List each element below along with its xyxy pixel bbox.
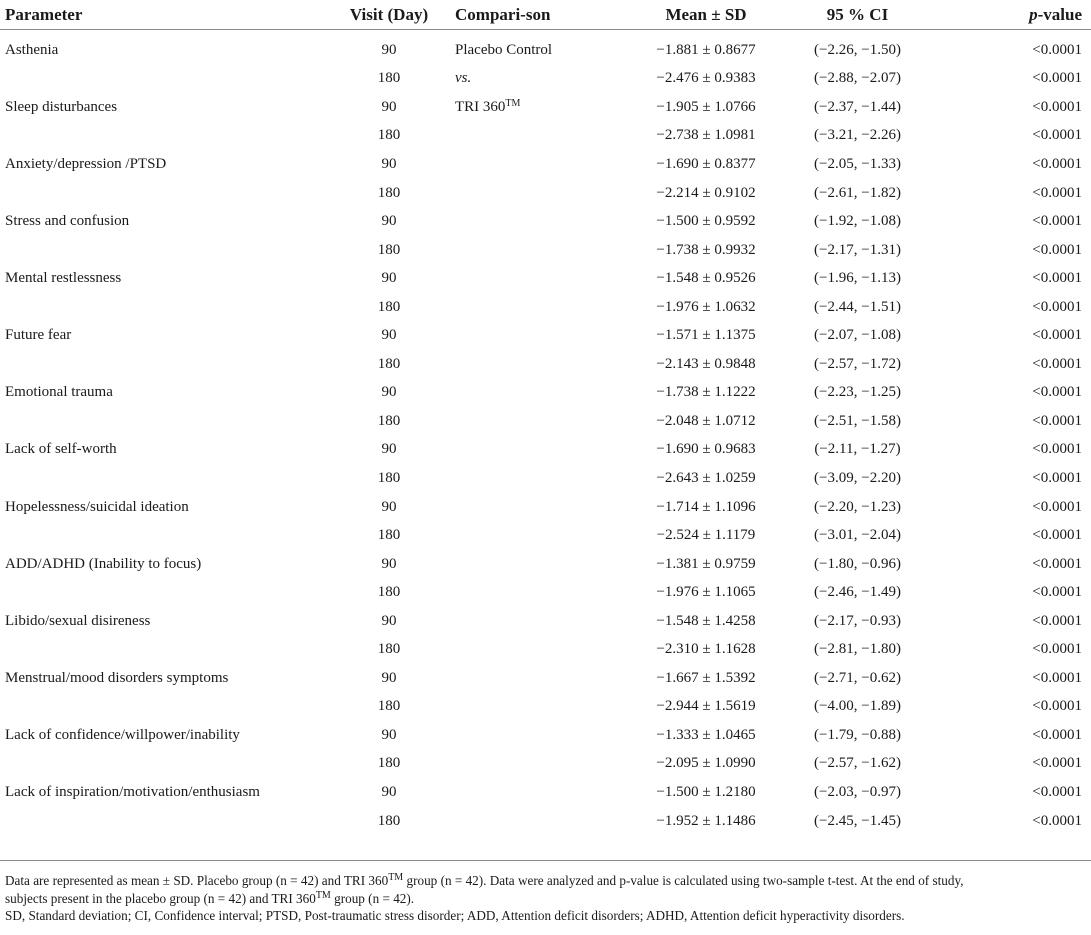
cell-ci: (−1.80, −0.96) [814, 555, 901, 572]
cell-comparison [455, 321, 633, 350]
cell-parameter [0, 578, 323, 607]
table-row [0, 693, 1091, 722]
cell-visit: 180 [377, 70, 401, 87]
cell-comparison [455, 635, 633, 664]
cell-parameter: Lack of inspiration/motivation/enthusiasm [5, 783, 260, 800]
table-row [0, 521, 1091, 550]
cell-ci: (−2.17, −0.93) [814, 612, 901, 629]
cell-mean-sd: −2.048 ± 1.0712 [656, 412, 756, 429]
table-row [0, 30, 1091, 65]
cell-visit: 180 [377, 412, 401, 429]
cell-mean-sd: −1.952 ± 1.1486 [656, 812, 756, 829]
cell-p-value: <0.0001 [1032, 241, 1082, 258]
cell-comparison [455, 379, 633, 408]
cell-p-value: <0.0001 [1032, 755, 1082, 772]
cell-comparison [455, 236, 633, 265]
cell-parameter: Lack of confidence/willpower/inability [5, 726, 240, 743]
cell-comparison [455, 807, 633, 836]
table-row [0, 350, 1091, 379]
cell-mean-sd: −2.476 ± 0.9383 [656, 70, 756, 87]
cell-mean-sd: −1.333 ± 1.0465 [656, 726, 756, 743]
table-row [0, 750, 1091, 779]
cell-visit: 180 [377, 298, 401, 315]
cell-p-value: <0.0001 [1032, 641, 1082, 658]
cell-comparison [455, 436, 633, 465]
cell-visit: 180 [377, 184, 401, 201]
cell-parameter [0, 122, 323, 151]
cell-parameter: Future fear [5, 327, 72, 344]
cell-parameter [0, 350, 323, 379]
cell-comparison [455, 578, 633, 607]
table-footnotes [5, 872, 1087, 925]
cell-comparison [455, 664, 633, 693]
cell-mean-sd: −1.690 ± 0.8377 [656, 155, 756, 172]
table-row [0, 721, 1091, 750]
cell-p-value: <0.0001 [1032, 555, 1082, 572]
cell-ci: (−3.01, −2.04) [814, 527, 901, 544]
table-row [0, 407, 1091, 436]
cell-ci: (−2.17, −1.31) [814, 241, 901, 258]
table-row [0, 122, 1091, 151]
cell-visit: 90 [381, 612, 397, 629]
cell-ci: (−1.96, −1.13) [814, 270, 901, 287]
cell-comparison [455, 179, 633, 208]
header-mean-sd: Mean ± SD [633, 0, 779, 30]
header-parameter: Parameter [0, 0, 323, 30]
table-row [0, 607, 1091, 636]
cell-parameter [0, 693, 323, 722]
cell-p-value: <0.0001 [1032, 412, 1082, 429]
cell-ci: (−2.44, −1.51) [814, 298, 901, 315]
footnote-abbreviations: SD, Standard deviation; CI, Confidence interval; PTSD, Post-traumatic stress disorder; ADD, Attention deficit disorders; ADHD, Attention deficit hyperactivity disorders. [5, 908, 905, 923]
cell-comparison [455, 550, 633, 579]
cell-p-value: <0.0001 [1032, 213, 1082, 230]
cell-p-value: <0.0001 [1032, 783, 1082, 800]
cell-visit: 180 [377, 355, 401, 372]
table-row [0, 807, 1091, 836]
cell-parameter: Anxiety/depression /PTSD [5, 155, 167, 172]
cell-comparison [455, 122, 633, 151]
cell-p-value: <0.0001 [1032, 127, 1082, 144]
cell-mean-sd: −1.714 ± 1.1096 [656, 498, 756, 515]
cell-comparison [455, 93, 633, 122]
cell-mean-sd: −1.881 ± 0.8677 [656, 41, 756, 58]
cell-ci: (−2.57, −1.72) [814, 355, 901, 372]
cell-visit: 180 [377, 755, 401, 772]
cell-comparison [455, 750, 633, 779]
table-row [0, 778, 1091, 807]
cell-p-value: <0.0001 [1032, 298, 1082, 315]
cell-visit: 180 [377, 698, 401, 715]
cell-comparison [455, 293, 633, 322]
cell-ci: (−2.07, −1.08) [814, 327, 901, 344]
cell-visit: 90 [381, 783, 397, 800]
cell-ci: (−2.71, −0.62) [814, 669, 901, 686]
cell-mean-sd: −1.381 ± 0.9759 [656, 555, 756, 572]
table-row [0, 493, 1091, 522]
cell-visit: 90 [381, 555, 397, 572]
table-row [0, 635, 1091, 664]
header-p-value [936, 0, 1091, 30]
table-row [0, 179, 1091, 208]
cell-parameter [0, 464, 323, 493]
cell-mean-sd: −1.571 ± 1.1375 [656, 327, 756, 344]
cell-visit: 180 [377, 527, 401, 544]
cell-p-value: <0.0001 [1032, 469, 1082, 486]
cell-parameter: Mental restlessness [5, 270, 122, 287]
cell-p-value: <0.0001 [1032, 441, 1082, 458]
cell-parameter [0, 521, 323, 550]
cell-ci: (−2.26, −1.50) [814, 41, 901, 58]
cell-comparison [455, 778, 633, 807]
cell-visit: 180 [377, 641, 401, 658]
cell-ci: (−2.46, −1.49) [814, 584, 901, 601]
cell-parameter [0, 635, 323, 664]
cell-visit: 90 [381, 498, 397, 515]
table-row [0, 379, 1091, 408]
cell-visit: 90 [381, 270, 397, 287]
cell-ci: (−4.00, −1.89) [814, 698, 901, 715]
cell-p-value: <0.0001 [1032, 612, 1082, 629]
cell-mean-sd: −1.738 ± 1.1222 [656, 384, 756, 401]
cell-p-value: <0.0001 [1032, 669, 1082, 686]
cell-p-value: <0.0001 [1032, 498, 1082, 515]
cell-parameter: Sleep disturbances [5, 98, 118, 115]
cell-visit: 90 [381, 327, 397, 344]
cell-parameter [0, 293, 323, 322]
cell-ci: (−2.05, −1.33) [814, 155, 901, 172]
cell-parameter: Lack of self-worth [5, 441, 117, 458]
cell-mean-sd: −2.944 ± 1.5619 [656, 698, 756, 715]
cell-parameter: Stress and confusion [5, 213, 130, 230]
cell-comparison [455, 350, 633, 379]
cell-p-value: <0.0001 [1032, 726, 1082, 743]
table-row [0, 664, 1091, 693]
cell-mean-sd: −1.548 ± 0.9526 [656, 270, 756, 287]
cell-comparison: Placebo Control [455, 41, 553, 58]
cell-ci: (−2.88, −2.07) [814, 70, 901, 87]
cell-mean-sd: −2.524 ± 1.1179 [656, 527, 756, 544]
cell-visit: 90 [381, 41, 397, 58]
table-row [0, 293, 1091, 322]
cell-comparison [455, 607, 633, 636]
header-ci: 95 % CI [779, 0, 936, 30]
table-row [0, 264, 1091, 293]
cell-mean-sd: −1.738 ± 0.9932 [656, 241, 756, 258]
table-row [0, 150, 1091, 179]
cell-comparison: vs. [455, 70, 472, 87]
cell-parameter [0, 65, 323, 94]
comparison-product-name: TRI 360 [455, 98, 506, 115]
table-body [0, 30, 1091, 836]
table-bottom-rule [0, 860, 1091, 861]
cell-p-value: <0.0001 [1032, 184, 1082, 201]
cell-ci: (−2.61, −1.82) [814, 184, 901, 201]
table-row [0, 436, 1091, 465]
footnote-data-description: Data are represented as mean ± SD. Placebo group (n = 42) and TRI 360™ group (n = 42). Data were analyzed and p-value is calculated using two-sample t-test. At the end of study, subjects present in the placebo group (n = 42) and TRI 360™ group (n = 42). [5, 872, 964, 906]
table-row [0, 236, 1091, 265]
header-p-rest: -value [1037, 4, 1082, 24]
cell-ci: (−2.11, −1.27) [814, 441, 901, 458]
cell-mean-sd: −2.143 ± 0.9848 [656, 355, 756, 372]
cell-mean-sd: −2.738 ± 1.0981 [656, 127, 756, 144]
cell-visit: 90 [381, 98, 397, 115]
cell-mean-sd: −2.643 ± 1.0259 [656, 469, 756, 486]
cell-p-value: <0.0001 [1032, 327, 1082, 344]
header-row [0, 0, 1091, 30]
trademark-superscript: TM [505, 97, 521, 109]
cell-parameter [0, 407, 323, 436]
cell-mean-sd: −2.310 ± 1.1628 [656, 641, 756, 658]
cell-mean-sd: −1.976 ± 1.0632 [656, 298, 756, 315]
cell-parameter: Emotional trauma [5, 384, 113, 401]
cell-mean-sd: −1.500 ± 1.2180 [656, 783, 756, 800]
cell-comparison [455, 407, 633, 436]
cell-parameter: Libido/sexual disireness [5, 612, 151, 629]
table-row [0, 321, 1091, 350]
header-comparison: Compari-son [455, 0, 633, 30]
cell-visit: 90 [381, 669, 397, 686]
cell-parameter [0, 750, 323, 779]
cell-p-value: <0.0001 [1032, 355, 1082, 372]
cell-visit: 180 [377, 469, 401, 486]
cell-p-value: <0.0001 [1032, 270, 1082, 287]
cell-ci: (−3.09, −2.20) [814, 469, 901, 486]
cell-comparison [455, 150, 633, 179]
cell-p-value: <0.0001 [1032, 527, 1082, 544]
cell-ci: (−2.20, −1.23) [814, 498, 901, 515]
cell-visit: 180 [377, 241, 401, 258]
cell-p-value: <0.0001 [1032, 41, 1082, 58]
cell-comparison [455, 721, 633, 750]
table-row [0, 65, 1091, 94]
cell-parameter [0, 807, 323, 836]
cell-parameter: Menstrual/mood disorders symptoms [5, 669, 229, 686]
table-row [0, 464, 1091, 493]
cell-visit: 180 [377, 127, 401, 144]
cell-p-value: <0.0001 [1032, 98, 1082, 115]
cell-ci: (−2.03, −0.97) [814, 783, 901, 800]
cell-visit: 180 [377, 812, 401, 829]
cell-p-value: <0.0001 [1032, 155, 1082, 172]
cell-parameter [0, 236, 323, 265]
cell-ci: (−2.81, −1.80) [814, 641, 901, 658]
cell-ci: (−1.79, −0.88) [814, 726, 901, 743]
cell-comparison [455, 693, 633, 722]
cell-visit: 180 [377, 584, 401, 601]
cell-mean-sd: −1.667 ± 1.5392 [656, 669, 756, 686]
cell-visit: 90 [381, 726, 397, 743]
cell-parameter: Hopelessness/suicidal ideation [5, 498, 189, 515]
cell-p-value: <0.0001 [1032, 70, 1082, 87]
cell-mean-sd: −1.690 ± 0.9683 [656, 441, 756, 458]
cell-parameter [0, 179, 323, 208]
header-visit: Visit (Day) [323, 0, 455, 30]
cell-comparison [455, 207, 633, 236]
cell-visit: 90 [381, 213, 397, 230]
cell-p-value: <0.0001 [1032, 384, 1082, 401]
cell-ci: (−2.37, −1.44) [814, 98, 901, 115]
cell-p-value: <0.0001 [1032, 812, 1082, 829]
cell-comparison [455, 264, 633, 293]
cell-comparison [455, 493, 633, 522]
cell-parameter: ADD/ADHD (Inability to focus) [5, 555, 202, 572]
cell-visit: 90 [381, 155, 397, 172]
table-row [0, 93, 1091, 122]
cell-ci: (−2.57, −1.62) [814, 755, 901, 772]
cell-ci: (−2.51, −1.58) [814, 412, 901, 429]
cell-mean-sd: −2.214 ± 0.9102 [656, 184, 756, 201]
cell-mean-sd: −1.905 ± 1.0766 [656, 98, 756, 115]
cell-p-value: <0.0001 [1032, 584, 1082, 601]
cell-visit: 90 [381, 384, 397, 401]
cell-ci: (−1.92, −1.08) [814, 213, 901, 230]
cell-ci: (−2.23, −1.25) [814, 384, 901, 401]
cell-p-value: <0.0001 [1032, 698, 1082, 715]
header-p-italic: p [1029, 4, 1038, 24]
cell-mean-sd: −2.095 ± 1.0990 [656, 755, 756, 772]
cell-ci: (−2.45, −1.45) [814, 812, 901, 829]
cell-visit: 90 [381, 441, 397, 458]
table-row [0, 550, 1091, 579]
cell-ci: (−3.21, −2.26) [814, 127, 901, 144]
cell-mean-sd: −1.500 ± 0.9592 [656, 213, 756, 230]
cell-comparison [455, 464, 633, 493]
cell-mean-sd: −1.976 ± 1.1065 [656, 584, 756, 601]
table-row [0, 207, 1091, 236]
table-row [0, 578, 1091, 607]
cell-comparison [455, 521, 633, 550]
cell-parameter: Asthenia [5, 41, 59, 58]
cell-mean-sd: −1.548 ± 1.4258 [656, 612, 756, 629]
